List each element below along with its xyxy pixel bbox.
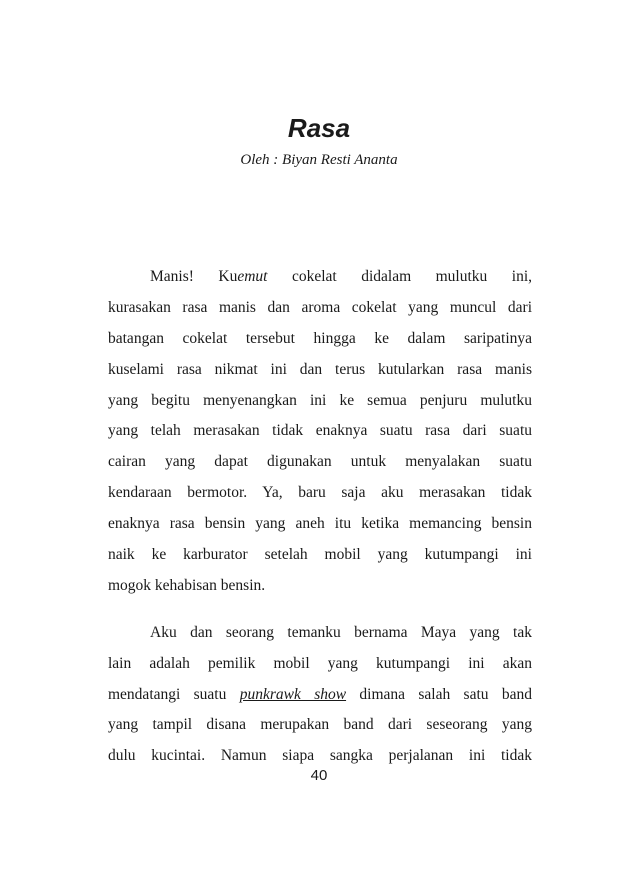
paragraph-1-line-9: enaknya rasa bensin yang aneh itu ketika memancing bensin [108, 515, 532, 533]
italic-word: emut [237, 268, 268, 285]
paragraph-1-line-8: kendaraan bermotor. Ya, baru saja aku merasakan tidak [108, 484, 532, 502]
paragraph-1-line-3: batangan cokelat tersebut hingga ke dalam saripatinya [108, 329, 532, 347]
paragraph-1-line-7: cairan yang dapat digunakan untuk menyalakan suatu [108, 453, 532, 471]
paragraph-2-line-3 [108, 680, 532, 711]
paragraph-1-line-5: yang begitu menyenangkan ini ke semua penjuru mulutku [108, 391, 532, 409]
text-segment: cokelat didalam mulutku ini, [267, 268, 532, 285]
paragraph-1-line-10: naik ke karburator setelah mobil yang kutumpangi ini [108, 546, 532, 564]
paragraph-spacer [108, 602, 532, 618]
italic-underlined-phrase: punkrawk show [239, 685, 347, 703]
text-segment: Manis! Ku [150, 268, 238, 285]
paragraph-2-line-2: lain adalah pemilik mobil yang kutumpangi ini akan [108, 654, 532, 672]
paragraph-1-line-2: kurasakan rasa manis dan aroma cokelat yang muncul dari [108, 298, 532, 316]
paragraph-1-line-11: mogok kehabisan bensin. [108, 576, 266, 594]
story-body [108, 262, 532, 772]
page-number: 40 [310, 767, 328, 784]
paragraph-2-line-1: Aku dan seorang temanku bernama Maya yang tak [150, 623, 532, 641]
paragraph-1-line-4: kuselami rasa nikmat ini dan terus kutularkan rasa manis [108, 360, 532, 378]
text-segment: mendatangi suatu [108, 685, 240, 703]
text-segment: dimana salah satu band [346, 685, 532, 703]
author-byline: Oleh : Biyan Resti Ananta [240, 152, 398, 168]
paragraph-2-line-4: yang tampil disana merupakan band dari seseorang yang [108, 716, 532, 734]
paragraph-1-line-6: yang telah merasakan tidak enaknya suatu rasa dari suatu [108, 422, 532, 440]
story-title: Rasa [287, 113, 351, 143]
paragraph-1-line-1 [108, 262, 532, 293]
paragraph-2-line-5: dulu kucintai. Namun siapa sangka perjalanan ini tidak [108, 747, 532, 765]
